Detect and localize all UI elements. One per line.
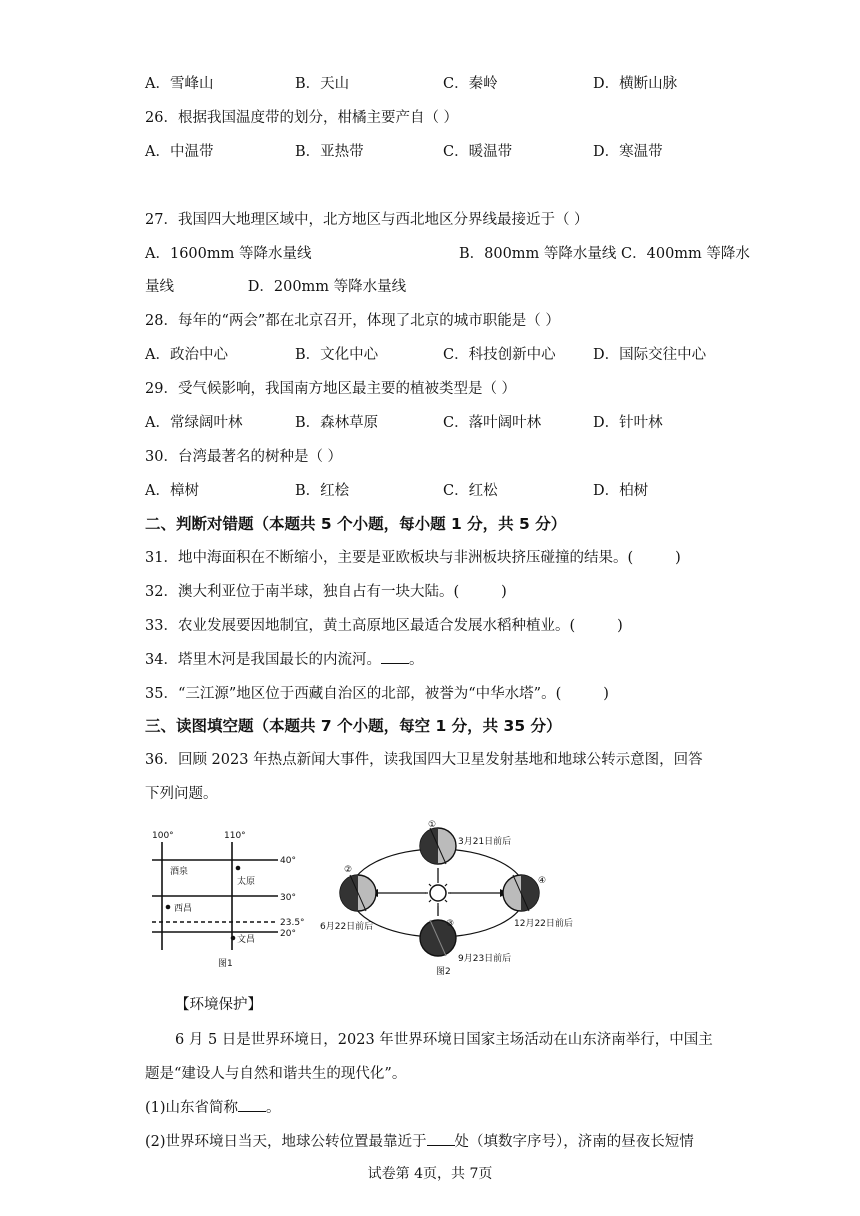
date-jun-22: 6月22日前后 — [320, 922, 374, 932]
q27-options-line1: A．1600mm 等降水量线 B．800mm 等降水量线 C．400mm 等降水 — [145, 246, 750, 262]
q32-text: 32．澳大利亚位于南半球，独自占有一块大陆。( — [145, 584, 460, 600]
lat-label-20: 20° — [280, 929, 296, 939]
env-paragraph-line1: 6 月 5 日是世界环境日，2023 年世界环境日国家主场活动在山东济南举行，中国主 — [175, 1032, 713, 1048]
option-b: B．亚热带 — [295, 144, 364, 160]
place-wenchang: 文昌 — [237, 935, 256, 945]
q31-text: 31．地中海面积在不断缩小，主要是亚欧板块与非洲板块挤压碰撞的结果。( — [145, 550, 634, 566]
sub2-end: 处（填数字序号），济南的昼夜长短情 — [454, 1134, 694, 1150]
sub1-text: (1)山东省简称 — [145, 1100, 239, 1116]
date-dec-22: 12月22日前后 — [514, 919, 573, 929]
answer-blank[interactable] — [427, 1131, 455, 1146]
q31 — [145, 546, 681, 567]
position-label-3: ③ — [446, 919, 455, 929]
q30-options — [145, 479, 720, 501]
figure-2-caption: 图2 — [436, 967, 451, 977]
q36-stem-line1: 36．回顾 2023 年热点新闻大事件，读我国四大卫星发射基地和地球公转示意图，回答 — [145, 752, 703, 768]
q27-options-line2: 量线 D．200mm 等降水量线 — [145, 279, 407, 295]
q33-text: 33．农业发展要因地制宜，黄土高原地区最适合发展水稻种植业。( — [145, 618, 576, 634]
option-d: D．寒温带 — [593, 144, 663, 160]
position-label-2: ② — [344, 865, 353, 875]
wenchang-dot — [231, 936, 236, 941]
option-a: A．政治中心 — [145, 347, 228, 363]
option-b: B．森林草原 — [295, 415, 379, 431]
q27-stem: 27．我国四大地理区域中，北方地区与西北地区分界线最接近于（ ） — [145, 212, 589, 228]
date-mar-21: 3月21日前后 — [458, 837, 512, 847]
option-b: B．文化中心 — [295, 347, 379, 363]
option-a: A．樟树 — [145, 483, 199, 499]
section-3-heading: 三、读图填空题（本题共 7 个小题，每空 1 分，共 35 分） — [145, 717, 562, 735]
earth-position-4-icon — [503, 875, 539, 911]
answer-blank[interactable] — [238, 1097, 266, 1112]
place-jiuquan: 酒泉 — [170, 867, 189, 877]
lat-label-30: 30° — [280, 893, 296, 903]
option-c: C．红松 — [443, 483, 498, 499]
page-footer: 试卷第 4页，共 7页 — [367, 1166, 493, 1182]
option-a: A．雪峰山 — [145, 76, 214, 92]
position-label-1: ① — [428, 820, 437, 830]
place-taiyuan: 太原 — [237, 877, 256, 887]
option-d: D．针叶林 — [593, 415, 663, 431]
lon-label-100: 100° — [152, 831, 174, 841]
q28-options — [145, 343, 720, 365]
close-paren: ) — [617, 618, 623, 634]
q34-end: 。 — [408, 652, 424, 668]
answer-blank[interactable] — [381, 649, 409, 664]
q34 — [145, 648, 423, 669]
q26-stem: 26．根据我国温度带的划分，柑橘主要产自（ ） — [145, 110, 459, 126]
lat-label-23-5: 23.5° — [280, 918, 305, 928]
lon-label-110: 110° — [224, 831, 246, 841]
env-heading: 【环境保护】 — [175, 997, 262, 1013]
earth-position-1-icon — [420, 828, 456, 864]
q29-stem: 29．受气候影响，我国南方地区最主要的植被类型是（ ） — [145, 381, 517, 397]
q30-stem: 30．台湾最著名的树种是（ ） — [145, 449, 343, 465]
q25-options — [145, 72, 720, 94]
option-c: C．科技创新中心 — [443, 347, 556, 363]
taiyuan-dot — [236, 866, 241, 871]
q34-text: 34．塔里木河是我国最长的内流河。 — [145, 652, 381, 668]
q35-text: 35．“三江源”地区位于西藏自治区的北部，被誉为“中华水塔”。( — [145, 686, 562, 702]
option-d: D．柏树 — [593, 483, 649, 499]
option-a: A．中温带 — [145, 144, 214, 160]
option-d: D．横断山脉 — [593, 76, 678, 92]
xichang-dot — [166, 905, 171, 910]
option-c: C．落叶阔叶林 — [443, 415, 542, 431]
date-sep-23: 9月23日前后 — [458, 954, 512, 964]
figure-1-caption: 图1 — [218, 959, 233, 969]
sub1-end: 。 — [266, 1100, 281, 1116]
q29-options — [145, 411, 720, 433]
env-paragraph-line2: 题是“建设人与自然和谐共生的现代化”。 — [145, 1066, 407, 1082]
close-paren: ) — [675, 550, 681, 566]
q33 — [145, 614, 623, 635]
sub-question-1 — [145, 1096, 281, 1117]
close-paren: ) — [603, 686, 609, 702]
option-c: C．暖温带 — [443, 144, 513, 160]
option-d: D．国际交往中心 — [593, 347, 707, 363]
sub-question-2 — [145, 1130, 694, 1151]
option-b: B．红桧 — [295, 483, 350, 499]
option-b: B．天山 — [295, 76, 350, 92]
earth-position-2-icon — [340, 875, 376, 911]
sun-icon — [425, 880, 451, 906]
section-2-heading: 二、判断对错题（本题共 5 个小题，每小题 1 分，共 5 分） — [145, 515, 567, 533]
q32 — [145, 580, 507, 601]
lat-label-40: 40° — [280, 856, 296, 866]
q36-stem-line2: 下列问题。 — [145, 786, 218, 802]
q26-options — [145, 140, 720, 162]
q28-stem: 28．每年的“两会”都在北京召开，体现了北京的城市职能是（ ） — [145, 313, 560, 329]
figure-2-revolution — [318, 816, 580, 978]
option-c: C．秦岭 — [443, 76, 498, 92]
q35 — [145, 682, 609, 703]
close-paren: ) — [501, 584, 507, 600]
option-a: A．常绿阔叶林 — [145, 415, 243, 431]
sub2-text: (2)世界环境日当天，地球公转位置最靠近于 — [145, 1134, 427, 1150]
figure-1-map — [148, 826, 313, 976]
position-label-4: ④ — [538, 876, 547, 886]
place-xichang: 西昌 — [174, 904, 193, 914]
